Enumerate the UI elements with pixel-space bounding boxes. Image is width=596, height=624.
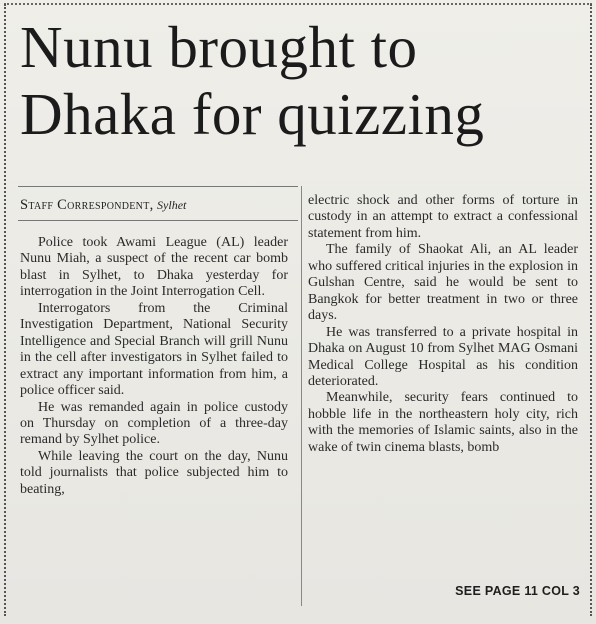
column-2-paragraph: He was transferred to a private hospital in Dhaka on August 10 from Sylhet MAG Osmani Medical College Hospital as his condition deteriorated. xyxy=(308,324,578,389)
column-1-paragraph: Interrogators from the Criminal Investigation Department, National Security Intelligence and Special Branch will grill Nunu in the cell after investigators in Sylhet failed to extract any important information from him, a police officer said. xyxy=(20,300,288,399)
column-2-paragraph: The family of Shaokat Ali, an AL leader who suffered critical injuries in the explosion in Gulshan Centre, said he would be sent to Bangkok for better treatment in two or three days. xyxy=(308,242,578,324)
column-1-paragraph: While leaving the court on the day, Nunu told journalists that police subjected him to beating, xyxy=(20,448,288,497)
column-1-paragraph: He was remanded again in police custody on Thursday on completion of a three-day remand by Sylhet police. xyxy=(20,399,288,448)
article-column-2 xyxy=(308,193,578,456)
column-1-paragraph: Police took Awami League (AL) leader Nunu Miah, a suspect of the recent car bomb blast in Sylhet, to Dhaka yesterday for interrogation in the Joint Interrogation Cell. xyxy=(20,235,288,300)
dotted-cut-line-right xyxy=(590,4,592,616)
column-2-paragraph: electric shock and other forms of torture in custody in an attempt to extract a confessional statement from him. xyxy=(308,193,578,241)
byline-location: Sylhet xyxy=(157,198,187,212)
dotted-cut-line-left xyxy=(4,4,6,616)
byline-author: Staff Correspondent, xyxy=(20,197,154,213)
byline-top-rule xyxy=(18,186,298,187)
headline xyxy=(20,14,585,148)
column-2-paragraph: Meanwhile, security fears continued to hobble life in the northeastern holy city, rich with the memories of Islamic saints, also in the wake of twin cinema blasts, bomb xyxy=(308,390,578,455)
dotted-cut-line-top xyxy=(4,3,592,5)
continued-on-page-label: SEE PAGE 11 COL 3 xyxy=(455,584,580,598)
byline-bottom-rule xyxy=(18,220,298,221)
headline-line-2: Dhaka for quizzing xyxy=(20,81,485,147)
byline xyxy=(20,196,310,215)
headline-line-1: Nunu brought to xyxy=(20,14,418,80)
article-column-1 xyxy=(20,235,288,498)
column-divider xyxy=(301,186,302,606)
